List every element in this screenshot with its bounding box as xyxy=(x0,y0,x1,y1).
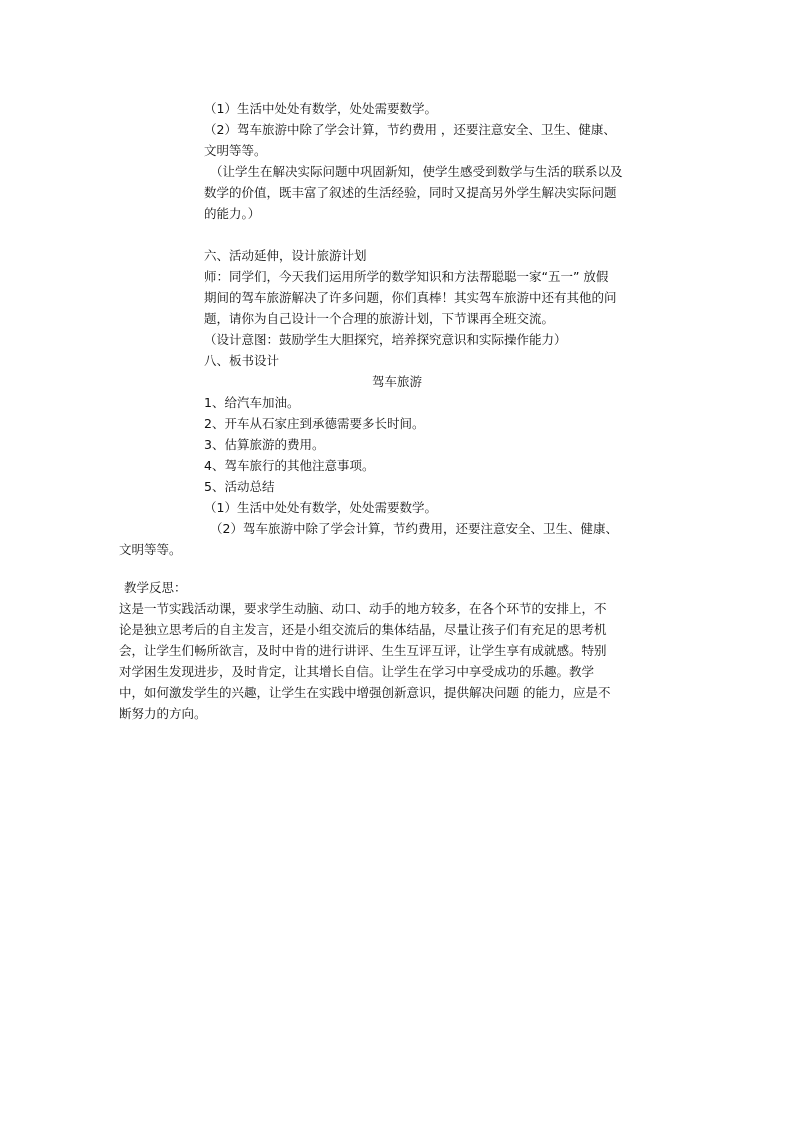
board-item-5: 5、活动总结 xyxy=(204,479,275,494)
board-item-4: 4、驾车旅行的其他注意事项。 xyxy=(204,458,375,473)
reflection-line-1: 这是一节实践活动课，要求学生动脑、动口、动手的地方较多，在各个环节的安排上，不 xyxy=(119,601,607,616)
summary-item-2-line-1: （2）驾车旅游中除了学会计算，节约费用 ，还要注意安全、卫生、健康、 xyxy=(204,122,616,137)
reflection-line-6: 断努力的方向。 xyxy=(119,706,207,721)
summary-item-2-line-2: 文明等等。 xyxy=(204,143,267,158)
reflection-line-3: 会，让学生们畅所欲言，及时中肯的进行讲评、生生互评互评，让学生享有成就感。特别 xyxy=(119,643,607,658)
section-6-design-intent: （设计意图：鼓励学生大胆探究，培养探究意识和实际操作能力） xyxy=(204,332,567,347)
board-item-1: 1、给汽车加油。 xyxy=(204,395,300,410)
board-item-2: 2、开车从石家庄到承德需要多长时间。 xyxy=(204,416,425,431)
section-8-heading: 八、板书设计 xyxy=(204,353,280,368)
design-note-line-1: （让学生在解决实际问题中巩固新知，使学生感受到数学与生活的联系以及 xyxy=(210,164,623,179)
board-item-3: 3、估算旅游的费用。 xyxy=(204,437,325,452)
section-6-line-2: 期间的驾车旅游解决了许多问题，你们真棒！其实驾车旅游中还有其他的问 xyxy=(204,290,617,305)
board-summary-2-line-1: （2）驾车旅游中除了学会计算，节约费用，还要注意安全、卫生、健康、 xyxy=(210,521,618,536)
summary-item-1: （1）生活中处处有数学，处处需要数学。 xyxy=(204,101,437,116)
reflection-line-2: 论是独立思考后的自主发言，还是小组交流后的集体结晶，尽量让孩子们有充足的思考机 xyxy=(119,622,607,637)
design-note-line-2: 数学的价值，既丰富了叙述的生活经验，同时又提高另外学生解决实际问题 xyxy=(204,185,617,200)
reflection-line-5: 中，如何激发学生的兴趣，让学生在实践中增强创新意识，提供解决问题 的能力，应是不 xyxy=(119,685,611,700)
design-note-line-3: 的能力。） xyxy=(204,206,261,221)
section-6-line-1: 师：同学们，今天我们运用所学的数学知识和方法帮聪聪一家“五一” 放假 xyxy=(204,269,609,284)
section-6-line-3: 题，请你为自己设计一个合理的旅游计划，下节课再全班交流。 xyxy=(204,311,555,326)
reflection-heading: 教学反思： xyxy=(124,580,187,595)
board-summary-1: （1）生活中处处有数学，处处需要数学。 xyxy=(204,500,437,515)
board-summary-2-line-2: 文明等等。 xyxy=(119,542,182,557)
section-6-heading: 六、活动延伸，设计旅游计划 xyxy=(204,248,367,263)
board-title: 驾车旅游 xyxy=(371,374,422,389)
reflection-line-4: 对学困生发现进步，及时肯定，让其增长自信。让学生在学习中享受成功的乐趣。教学 xyxy=(119,664,595,679)
